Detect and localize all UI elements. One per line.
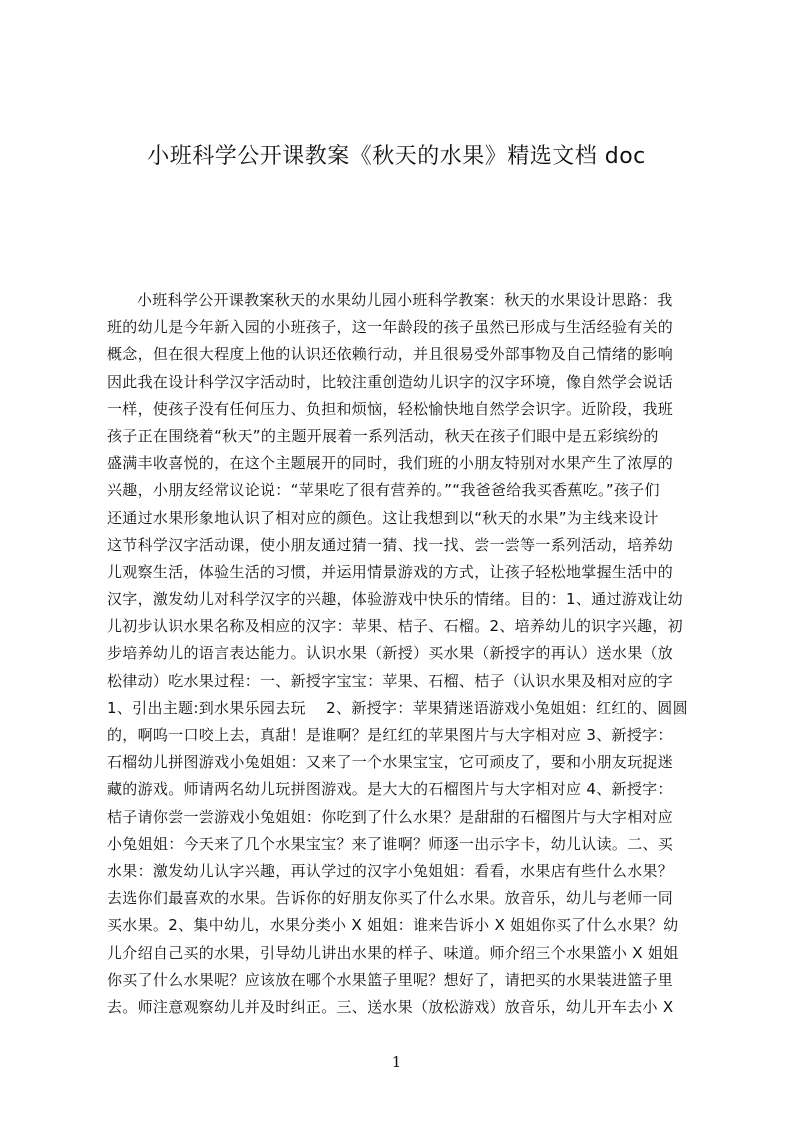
body-line: 兴趣，小朋友经常议论说：“苹果吃了很有营养的。”“我爸爸给我买香蕉吃。”孩子们	[107, 481, 660, 500]
page-number: 1	[391, 1053, 402, 1071]
body-line: 小兔姐姐：今天来了几个水果宝宝？来了谁啊？师逐一出示字卡，幼儿认读。二、买	[107, 834, 674, 853]
body-line: 儿介绍自己买的水果，引导幼儿讲出水果的样子、味道。师介绍三个水果篮小 X 姐姐	[107, 943, 679, 962]
body-line: 水果：激发幼儿认字兴趣，再认学过的汉字小兔姐姐：看看，水果店有些什么水果？	[107, 861, 674, 880]
body-line: 还通过水果形象地认识了相对应的颜色。这让我想到以“秋天的水果”为主线来设计	[107, 508, 659, 527]
body-line: 儿观察生活，体验生活的习惯，并运用情景游戏的方式，让孩子轻松地掌握生活中的	[107, 562, 674, 581]
body-line: 松律动）吃水果过程：一、新授字宝宝：苹果、石榴、桔子（认识水果及相对应的字	[107, 671, 674, 690]
body-line: 石榴幼儿拼图游戏小兔姐姐：又来了一个水果宝宝，它可顽皮了，要和小朋友玩捉迷	[107, 753, 674, 772]
body-line: 一样，使孩子没有任何压力、负担和烦恼，轻松愉快地自然学会识字。近阶段，我班	[107, 399, 674, 418]
body-line: 桔子请你尝一尝游戏小兔姐姐：你吃到了什么水果？是甜甜的石榴图片与大字相对应	[107, 807, 674, 826]
body-line: 孩子正在围绕着“秋天”的主题开展着一系列活动，秋天在孩子们眼中是五彩缤纷的	[107, 426, 659, 445]
body-line: 步培养幼儿的语言表达能力。认识水果（新授）买水果（新授字的再认）送水果（放	[107, 644, 674, 663]
body-line: 因此我在设计科学汉字活动时，比较注重创造幼儿识字的汉字环境，像自然学会说话	[107, 372, 674, 391]
body-line: 盛满丰收喜悦的，在这个主题展开的同时，我们班的小朋友特别对水果产生了浓厚的	[107, 454, 674, 473]
body-line: 买水果。2、集中幼儿，水果分类小 X 姐姐：谁来告诉小 X 姐姐你买了什么水果？幼	[107, 916, 679, 935]
body-line: 小班科学公开课教案秋天的水果幼儿园小班科学教案：秋天的水果设计思路：我	[137, 291, 673, 309]
body-line: 这节科学汉字活动课，使小朋友通过猜一猜、找一找、尝一尝等一系列活动，培养幼	[107, 535, 674, 554]
body-line: 藏的游戏。师请两名幼儿玩拼图游戏。是大大的石榴图片与大字相对应 4、新授字：	[107, 780, 673, 799]
body-line: 概念，但在很大程度上他的认识还依赖行动，并且很易受外部事物及自己情绪的影响	[107, 345, 674, 364]
body-line: 你买了什么水果呢？应该放在哪个水果篮子里呢？想好了，请把买的水果装进篮子里	[107, 970, 674, 989]
body-line: 的，啊呜一口咬上去，真甜！是谁啊？是红红的苹果图片与大字相对应 3、新授字：	[107, 726, 673, 744]
body-line: 汉字，激发幼儿对科学汉字的兴趣，体验游戏中快乐的情绪。目的：1、通过游戏让幼	[107, 590, 683, 609]
body-line: 儿初步认识水果名称及相应的汉字：苹果、桔子、石榴。2、培养幼儿的识字兴趣，初	[107, 617, 683, 636]
body-line: 去。师注意观察幼儿并及时纠正。三、送水果（放松游戏）放音乐，幼儿开车去小 X	[107, 997, 674, 1016]
body-line: 1、引出主题:到水果乐园去玩 2、新授字：苹果猜迷语游戏小兔姐姐：红红的、圆圆	[107, 698, 688, 717]
body-line: 去选你们最喜欢的水果。告诉你的好朋友你买了什么水果。放音乐，幼儿与老师一同	[107, 889, 674, 908]
document-body	[107, 287, 697, 1047]
body-line: 班的幼儿是今年新入园的小班孩子，这一年龄段的孩子虽然已形成与生活经验有关的	[107, 318, 674, 337]
document-title: 小班科学公开课教案《秋天的水果》精选文档 doc	[147, 144, 646, 169]
